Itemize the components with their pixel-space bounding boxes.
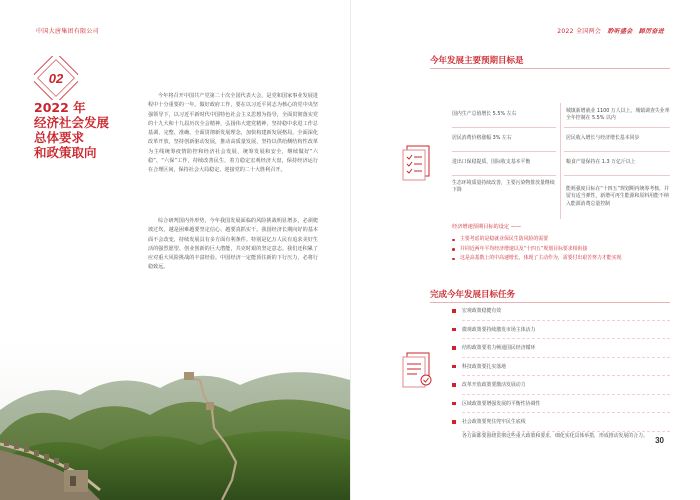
target-item: 进出口保稳提质，国际收支基本平衡 [452,159,531,166]
task-item: 社会政策要兜住兜牢民生底线 [452,417,670,436]
growth-note-item: 并同近两年平均经济增速以及“十四五”规划目标要求相衔接 [452,245,677,255]
growth-note-list [452,235,677,264]
tasks-title-underline [430,302,670,303]
target-item: 居民消费价格涨幅 3% 左右 [452,135,512,142]
header-slogan-2: 踔厉奋进 [638,28,664,35]
header-slogan-1: 聆听盛会 [607,28,633,35]
great-wall-photo [0,340,350,500]
target-item: 居民收入增长与经济增长基本同步 [566,135,640,142]
header-event-label [553,26,664,35]
section-title-line: 经济社会发展 [34,115,110,130]
task-item: 微观政策要持续激发市场主体活力 [452,325,670,344]
targets-table [452,103,670,219]
task-list [452,306,670,436]
task-item: 区域政策要增强发展的平衡性协调性 [452,399,670,418]
company-name: 中国大唐集团有限公司 [36,28,100,35]
body-paragraph: 今年将召开中国共产党第二十次全国代表大会，是党和国家事业发展进程中十分重要的一年。做好政府工作，要在以习近平同志为核心的党中央坚强领导下，以习近平新时代中国特色社会主义思想为指导，全面贯彻落实党的十九大和十九届历次全会精神，弘扬伟大建党精神，坚持稳中求进工作总基调，完整、准确、全面贯彻新发展理念，加快构建新发展格局，全面深化改革开放，坚持创新驱动发展，推动高质量发展，坚持以供给侧结构性改革为主线统筹疫情防控和经济社会发展，统筹发展和安全，继续做好“六稳”、“六保”工作，持续改善民生，着力稳定宏观经济大盘，保持经济运行在合理区间，保持社会大局稳定，迎接党的二十大胜利召开。 [148,93,318,174]
targets-title-underline [430,68,670,69]
checklist-document-icon [400,143,436,181]
section-number-text: 02 [48,71,64,86]
task-item: 改革开放政策要激活发展动力 [452,380,670,399]
task-item: 宏观政策稳健有效 [452,306,670,325]
page-spine-divider [350,0,351,500]
page-number: 30 [655,436,664,445]
target-item: 城镇新增就业 1100 万人以上，城镇调查失业率全年控制在 5.5% 以内 [566,107,670,121]
target-item: 能耗强度目标在“十四五”规划期内统筹考核，并留有适当弹性，新增可再生能源和原料用能不纳入能源消费总量控制 [566,185,669,207]
targets-table-divider [560,103,561,219]
target-item: 国内生产总值增长 5.5% 左右 [452,111,517,118]
section-title-line: 总体要求 [34,130,85,145]
section-title [34,100,134,160]
section-title-line: 和政策取向 [34,145,97,160]
target-item: 粮食产量保持在 1.3 万亿斤以上 [566,159,636,166]
body-paragraph: 综合研判国内外形势，今年我国发展面临的风险挑战明显增多，必须爬坡过坎。越是困难越要坚定信心、越要真抓实干。我国经济长期向好的基本面不会改变，持续发展具有多方面有利条件。特别是亿万人民有追求美好生活的强烈愿望、创业创新的巨大潜能，共克时艰的坚定意志。我们还积累了应对重大风险挑战的丰富经验。中国经济一定能顶住新的下行压力，必将行稳致远。 [148,218,318,271]
target-item: 生态环境质量持续改善，主要污染物排放量继续下降 [452,179,555,193]
section-title-line: 2022 年 [34,100,86,115]
header-event-year: 2022 全国两会 [557,28,602,35]
section-number-badge [34,56,78,100]
targets-section-title: 今年发展主要预期目标是 [430,56,524,66]
closing-paragraph: 各方面都要围绕贯彻这些重大政策和要求，细化实化具体举措，形成推动发展的合力。 [462,433,648,439]
task-item: 结构政策要着力畅通国民经济循环 [452,343,670,362]
task-document-icon [400,350,436,388]
growth-note-title: 经济增速预期目标的设定 —— [452,224,522,230]
growth-note-item: 主要考虑的是稳就业保民生防风险的需要 [452,235,677,245]
tasks-section-title: 完成今年发展目标任务 [430,290,516,300]
growth-note-item: 这是高基数上的中高速增长，体现了主动作为，需要付出艰苦努力才能实现 [452,254,677,264]
task-item: 科技政策要扎实落地 [452,362,670,381]
